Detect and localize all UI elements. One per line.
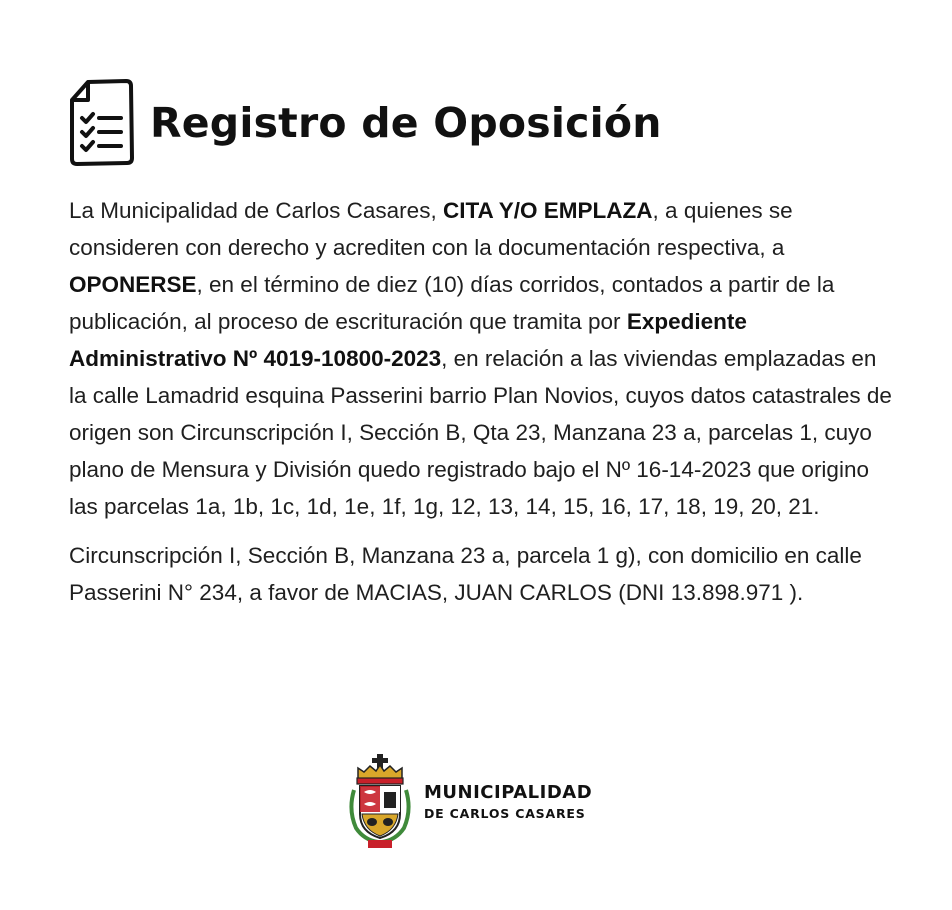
notice-paragraph-1 <box>69 192 899 525</box>
org-name <box>424 782 592 821</box>
notice-emphasis: OPONERSE <box>69 272 197 297</box>
footer-logo <box>348 752 592 850</box>
municipal-crest-icon <box>348 752 412 850</box>
notice-body <box>69 192 899 611</box>
notice-text: , en relación a las viviendas emplazadas en la calle Lamadrid esquina Passerini barrio Plan Novios, cuyos datos catastrales de origen son Circunscripción I, Sección B, Qta 23, Manzana 23 a, parcelas 1, cuyo plano de Mensura y División quedo registrado bajo el Nº 16-14-2023 que origino las parcelas 1a, 1b, 1c, 1d, 1e, 1f, 1g, 12, 13, 14, 15, 16, 17, 18, 19, 20, 21. <box>69 346 892 519</box>
notice-paragraph-2: Circunscripción I, Sección B, Manzana 23 a, parcela 1 g), con domicilio en calle Passerini N° 234, a favor de MACIAS, JUAN CARLOS (DNI 13.898.971 ). <box>69 543 862 605</box>
notice-text: La Municipalidad de Carlos Casares, <box>69 198 443 223</box>
notice-emphasis: CITA Y/O EMPLAZA <box>442 198 653 223</box>
org-name-line1: MUNICIPALIDAD <box>424 781 593 803</box>
checklist-document-icon <box>68 78 136 168</box>
header <box>68 78 662 168</box>
page-title: Registro de Oposición <box>150 99 662 147</box>
notice-text: , a quienes se consideren con derecho y acrediten con la documentación respectiva, a <box>69 198 793 260</box>
notice-text: , en el término de diez (10) días corridos, contados a partir de la publicación, al proceso de escrituración que tramita por <box>69 272 835 334</box>
org-name-line2: DE CARLOS CASARES <box>424 805 586 821</box>
file-number: Expediente Administrativo Nº 4019-10800-2023 <box>69 309 747 371</box>
